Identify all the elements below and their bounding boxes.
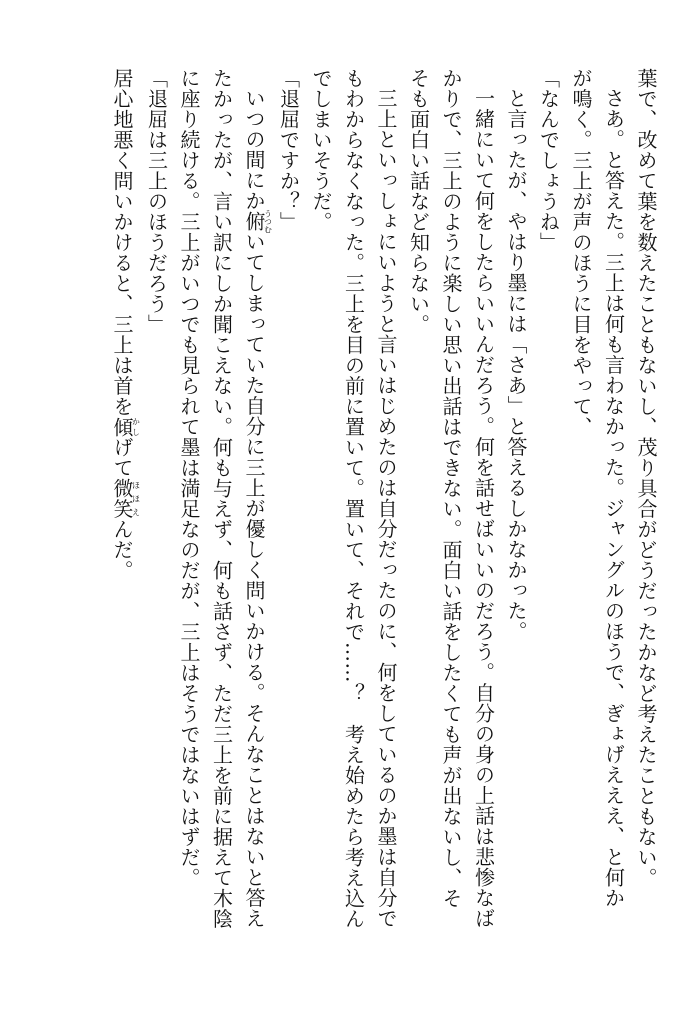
text-span: いてしまっていた自分に三上が優しく問いかける。そんなことはないと答え <box>242 231 266 929</box>
paragraph-3: が鳴く。三上が声のほうに目をやって、 <box>569 68 593 437</box>
paragraph-6: 一緒にいて何をしたらいいんだろう。何を話せばいいのだろう。自分の身の上話は悲惨なば <box>471 88 496 929</box>
dialogue-line-2: 「退屈ですか？」 <box>276 68 301 232</box>
paragraph-7: かりで、三上のように楽しい思い出話はできない。面白い話をしたくても声が出ないし、そ <box>439 68 463 909</box>
text-span: 居心地悪く問いかけると、三上は首を <box>110 68 134 417</box>
text-span: げて <box>110 437 134 478</box>
paragraph-14: たかったが、言い訳にしか聞こえない。何も与えず、何も話さず、ただ三上を前に据えて木陰 <box>209 68 234 929</box>
text-span: いつの間にか <box>242 88 266 211</box>
paragraph-13 <box>238 68 273 968</box>
ruby-base: 傾 <box>110 416 134 437</box>
ruby-annotation <box>110 478 141 519</box>
ruby-annotation <box>242 209 273 234</box>
dialogue-line-3: 「退屈は三上のほうだろう」 <box>144 68 169 335</box>
paragraph-2: さあ。と答えた。三上は何も言わなかった。ジャングルのほうで、ぎょげえええ、と何か <box>601 88 626 908</box>
ruby-reading: うつむ <box>263 209 273 234</box>
paragraph-1: 葉で、改めて葉を数えたこともないし、茂り具合がどうだったかなど考えたこともない。 <box>634 68 658 888</box>
ruby-base: 微笑 <box>110 478 134 519</box>
text-span: んだ。 <box>110 519 134 581</box>
paragraph-9: 三上といっしょにいようと言いはじめたのは自分だったのに、何をしているのか墨は自分で <box>374 88 398 929</box>
paragraph-17 <box>106 68 141 968</box>
vertical-text-block <box>52 68 662 968</box>
ruby-reading: かし <box>131 416 141 437</box>
ruby-reading: ほほえ <box>131 478 141 519</box>
dialogue-line-1: 「なんでしょうね」 <box>536 68 561 253</box>
paragraph-15: に座り続ける。三上がいつでも見られて墨は満足なのだが、三上はそうではないはずだ。 <box>177 68 201 888</box>
ruby-annotation <box>110 416 141 438</box>
ruby-base: 俯 <box>242 209 266 234</box>
paragraph-11: でしまいそうだ。 <box>309 68 333 232</box>
paragraph-10: もわからなくなった。三上を目の前に置いて。置いて、それで……？ 考え始めたら考え込ん <box>341 68 366 929</box>
paragraph-5: と言ったが、やはり墨には「さあ」と答えるしかなかった。 <box>504 88 528 642</box>
paragraph-8: そも面白い話など知らない。 <box>406 68 431 335</box>
